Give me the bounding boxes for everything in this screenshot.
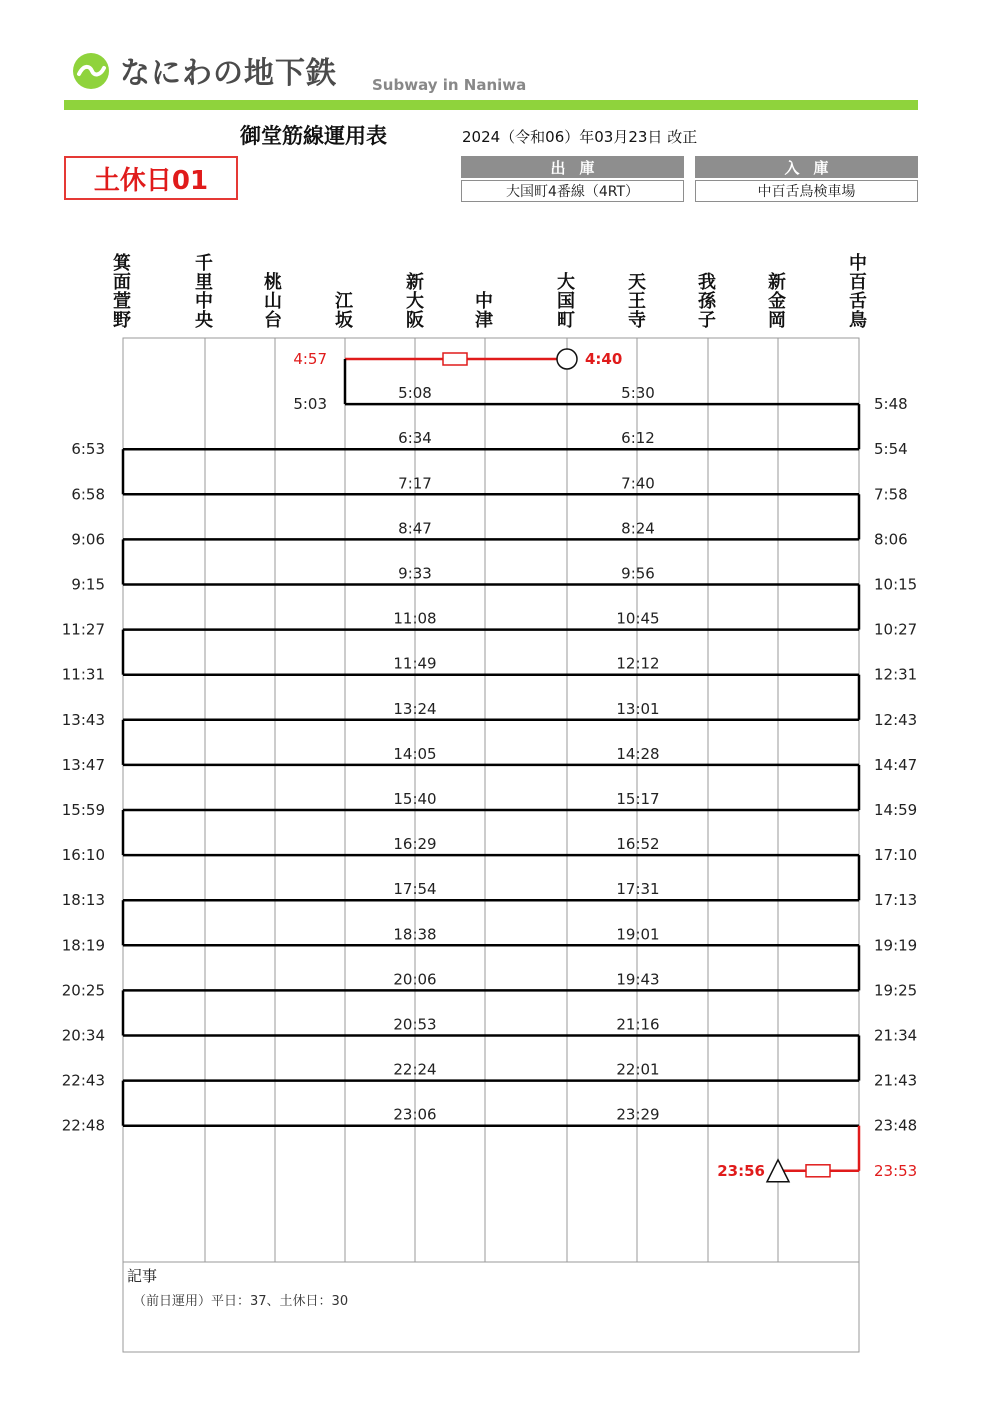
time-shin-osaka: 17:54: [393, 880, 437, 899]
grid-frame: [123, 338, 859, 1352]
time-shin-osaka: 9:33: [398, 564, 432, 583]
minoh-departure-time: 9:15: [71, 575, 105, 594]
page-title: 御堂筋線運用表: [240, 124, 387, 148]
notes-text: （前日運用）平日：37、土休日：30: [133, 1294, 349, 1309]
station-shin-kanaoka: 新金岡: [768, 272, 786, 331]
minoh-arrival-time: 20:25: [61, 981, 105, 1000]
nakamozu-arrival-time: 5:48: [874, 395, 908, 414]
minoh-departure-time: 18:19: [61, 936, 105, 955]
depot-marker-icon: [806, 1165, 830, 1177]
time-shin-osaka: 14:05: [393, 744, 437, 763]
depot-out-value: 大国町4番線（4RT）: [461, 180, 684, 202]
time-shin-osaka: 11:08: [393, 609, 437, 628]
time-shin-osaka: 15:40: [393, 790, 437, 808]
depot-out-label: 出庫: [461, 156, 684, 178]
station-esaka: 江坂: [335, 291, 353, 331]
nakamozu-arrival-time: 23:48: [874, 1116, 918, 1135]
depot-in-time: 23:56: [717, 1161, 765, 1180]
time-tennoji: 22:01: [616, 1060, 660, 1079]
time-shin-osaka: 6:34: [398, 429, 432, 448]
time-tennoji: 12:12: [616, 654, 660, 673]
station-minoh-kayano: 箕面萱野: [113, 253, 131, 331]
time-tennoji: 13:01: [616, 699, 660, 718]
time-tennoji: 17:31: [616, 880, 660, 899]
nakamozu-departure-time: 17:13: [874, 891, 918, 910]
day-type-badge: 土休日01: [64, 156, 238, 200]
esaka-departure-time: 5:03: [293, 395, 327, 414]
time-tennoji: 21:16: [616, 1015, 660, 1034]
time-shin-osaka: 20:06: [393, 970, 437, 989]
station-shin-osaka: 新大阪: [406, 272, 424, 331]
station-tennoji: 天王寺: [628, 272, 646, 331]
brand-name: なにわの地下鉄: [120, 56, 337, 91]
time-shin-osaka: 18:38: [393, 925, 437, 944]
minoh-arrival-time: 15:59: [61, 801, 105, 819]
station-abiko: 我孫子: [698, 272, 716, 331]
time-tennoji: 10:45: [616, 609, 660, 628]
minoh-departure-time: 11:31: [61, 665, 105, 684]
nakamozu-departure-time: 8:06: [874, 530, 908, 549]
brand-subtitle: Subway in Naniwa: [372, 76, 527, 94]
minoh-arrival-time: 6:53: [71, 440, 105, 459]
time-tennoji: 19:01: [616, 925, 660, 944]
time-shin-osaka: 22:24: [393, 1060, 437, 1079]
time-shin-osaka: 11:49: [393, 654, 437, 673]
minoh-arrival-time: 13:43: [61, 710, 105, 729]
nakamozu-arrival-time: 19:19: [874, 936, 918, 955]
depot-in-label: 入庫: [695, 156, 918, 178]
time-shin-osaka: 23:06: [393, 1105, 437, 1124]
nakamozu-arrival-time: 7:58: [874, 485, 908, 504]
minoh-departure-time: 6:58: [71, 485, 105, 504]
time-shin-osaka: 20:53: [393, 1015, 437, 1034]
esaka-arrival-time: 4:57: [293, 350, 327, 368]
nakamozu-departure-time: 12:43: [874, 710, 918, 729]
time-tennoji: 14:28: [616, 744, 660, 763]
station-senri-chuo: 千里中央: [195, 253, 213, 331]
time-tennoji: 15:17: [616, 790, 660, 808]
station-nakatsu: 中津: [475, 291, 493, 331]
nakamozu-departure-time: 21:43: [874, 1071, 918, 1090]
nakamozu-arrival-time: 12:31: [874, 665, 918, 684]
time-tennoji: 7:40: [621, 474, 655, 493]
depot-marker-icon: [443, 353, 467, 365]
nakamozu-arrival-time: 17:10: [874, 846, 918, 865]
minoh-departure-time: 20:34: [61, 1026, 105, 1045]
nakamozu-departure-time: 14:59: [874, 801, 918, 819]
minoh-arrival-time: 11:27: [61, 620, 105, 639]
time-tennoji: 19:43: [616, 970, 660, 989]
depot-out-time: 4:40: [585, 350, 623, 368]
minoh-departure-time: 16:10: [61, 846, 105, 865]
minoh-arrival-time: 18:13: [61, 891, 105, 910]
nakamozu-out-time: 23:53: [874, 1161, 918, 1180]
nakamozu-arrival-time: 14:47: [874, 755, 918, 774]
minoh-arrival-time: 9:06: [71, 530, 105, 549]
time-tennoji: 16:52: [616, 835, 660, 854]
nakamozu-departure-time: 10:27: [874, 620, 918, 639]
time-tennoji: 23:29: [616, 1105, 660, 1124]
time-shin-osaka: 8:47: [398, 519, 432, 538]
time-tennoji: 8:24: [621, 519, 655, 538]
time-tennoji: 5:30: [621, 384, 655, 403]
minoh-arrival-time: 22:43: [61, 1071, 105, 1090]
time-shin-osaka: 13:24: [393, 699, 437, 718]
nakamozu-arrival-time: 21:34: [874, 1026, 918, 1045]
departure-circle-icon: [557, 349, 577, 369]
minoh-departure-time: 22:48: [61, 1116, 105, 1135]
nakamozu-arrival-time: 10:15: [874, 575, 918, 594]
time-shin-osaka: 7:17: [398, 474, 432, 493]
station-momoyamadai: 桃山台: [264, 272, 282, 331]
nakamozu-departure-time: 5:54: [874, 440, 908, 459]
time-tennoji: 6:12: [621, 429, 655, 448]
minoh-departure-time: 13:47: [61, 755, 105, 774]
station-daikokucho: 大国町: [557, 272, 575, 331]
time-tennoji: 9:56: [621, 564, 655, 583]
revision-date: 2024（令和06）年03月23日 改正: [462, 128, 698, 146]
station-nakamozu: 中百舌鳥: [849, 253, 867, 331]
time-shin-osaka: 16:29: [393, 835, 437, 854]
nakamozu-departure-time: 19:25: [874, 981, 918, 1000]
notes-title: 記事: [127, 1267, 158, 1285]
time-shin-osaka: 5:08: [398, 384, 432, 403]
depot-in-value: 中百舌鳥検車場: [695, 180, 918, 202]
